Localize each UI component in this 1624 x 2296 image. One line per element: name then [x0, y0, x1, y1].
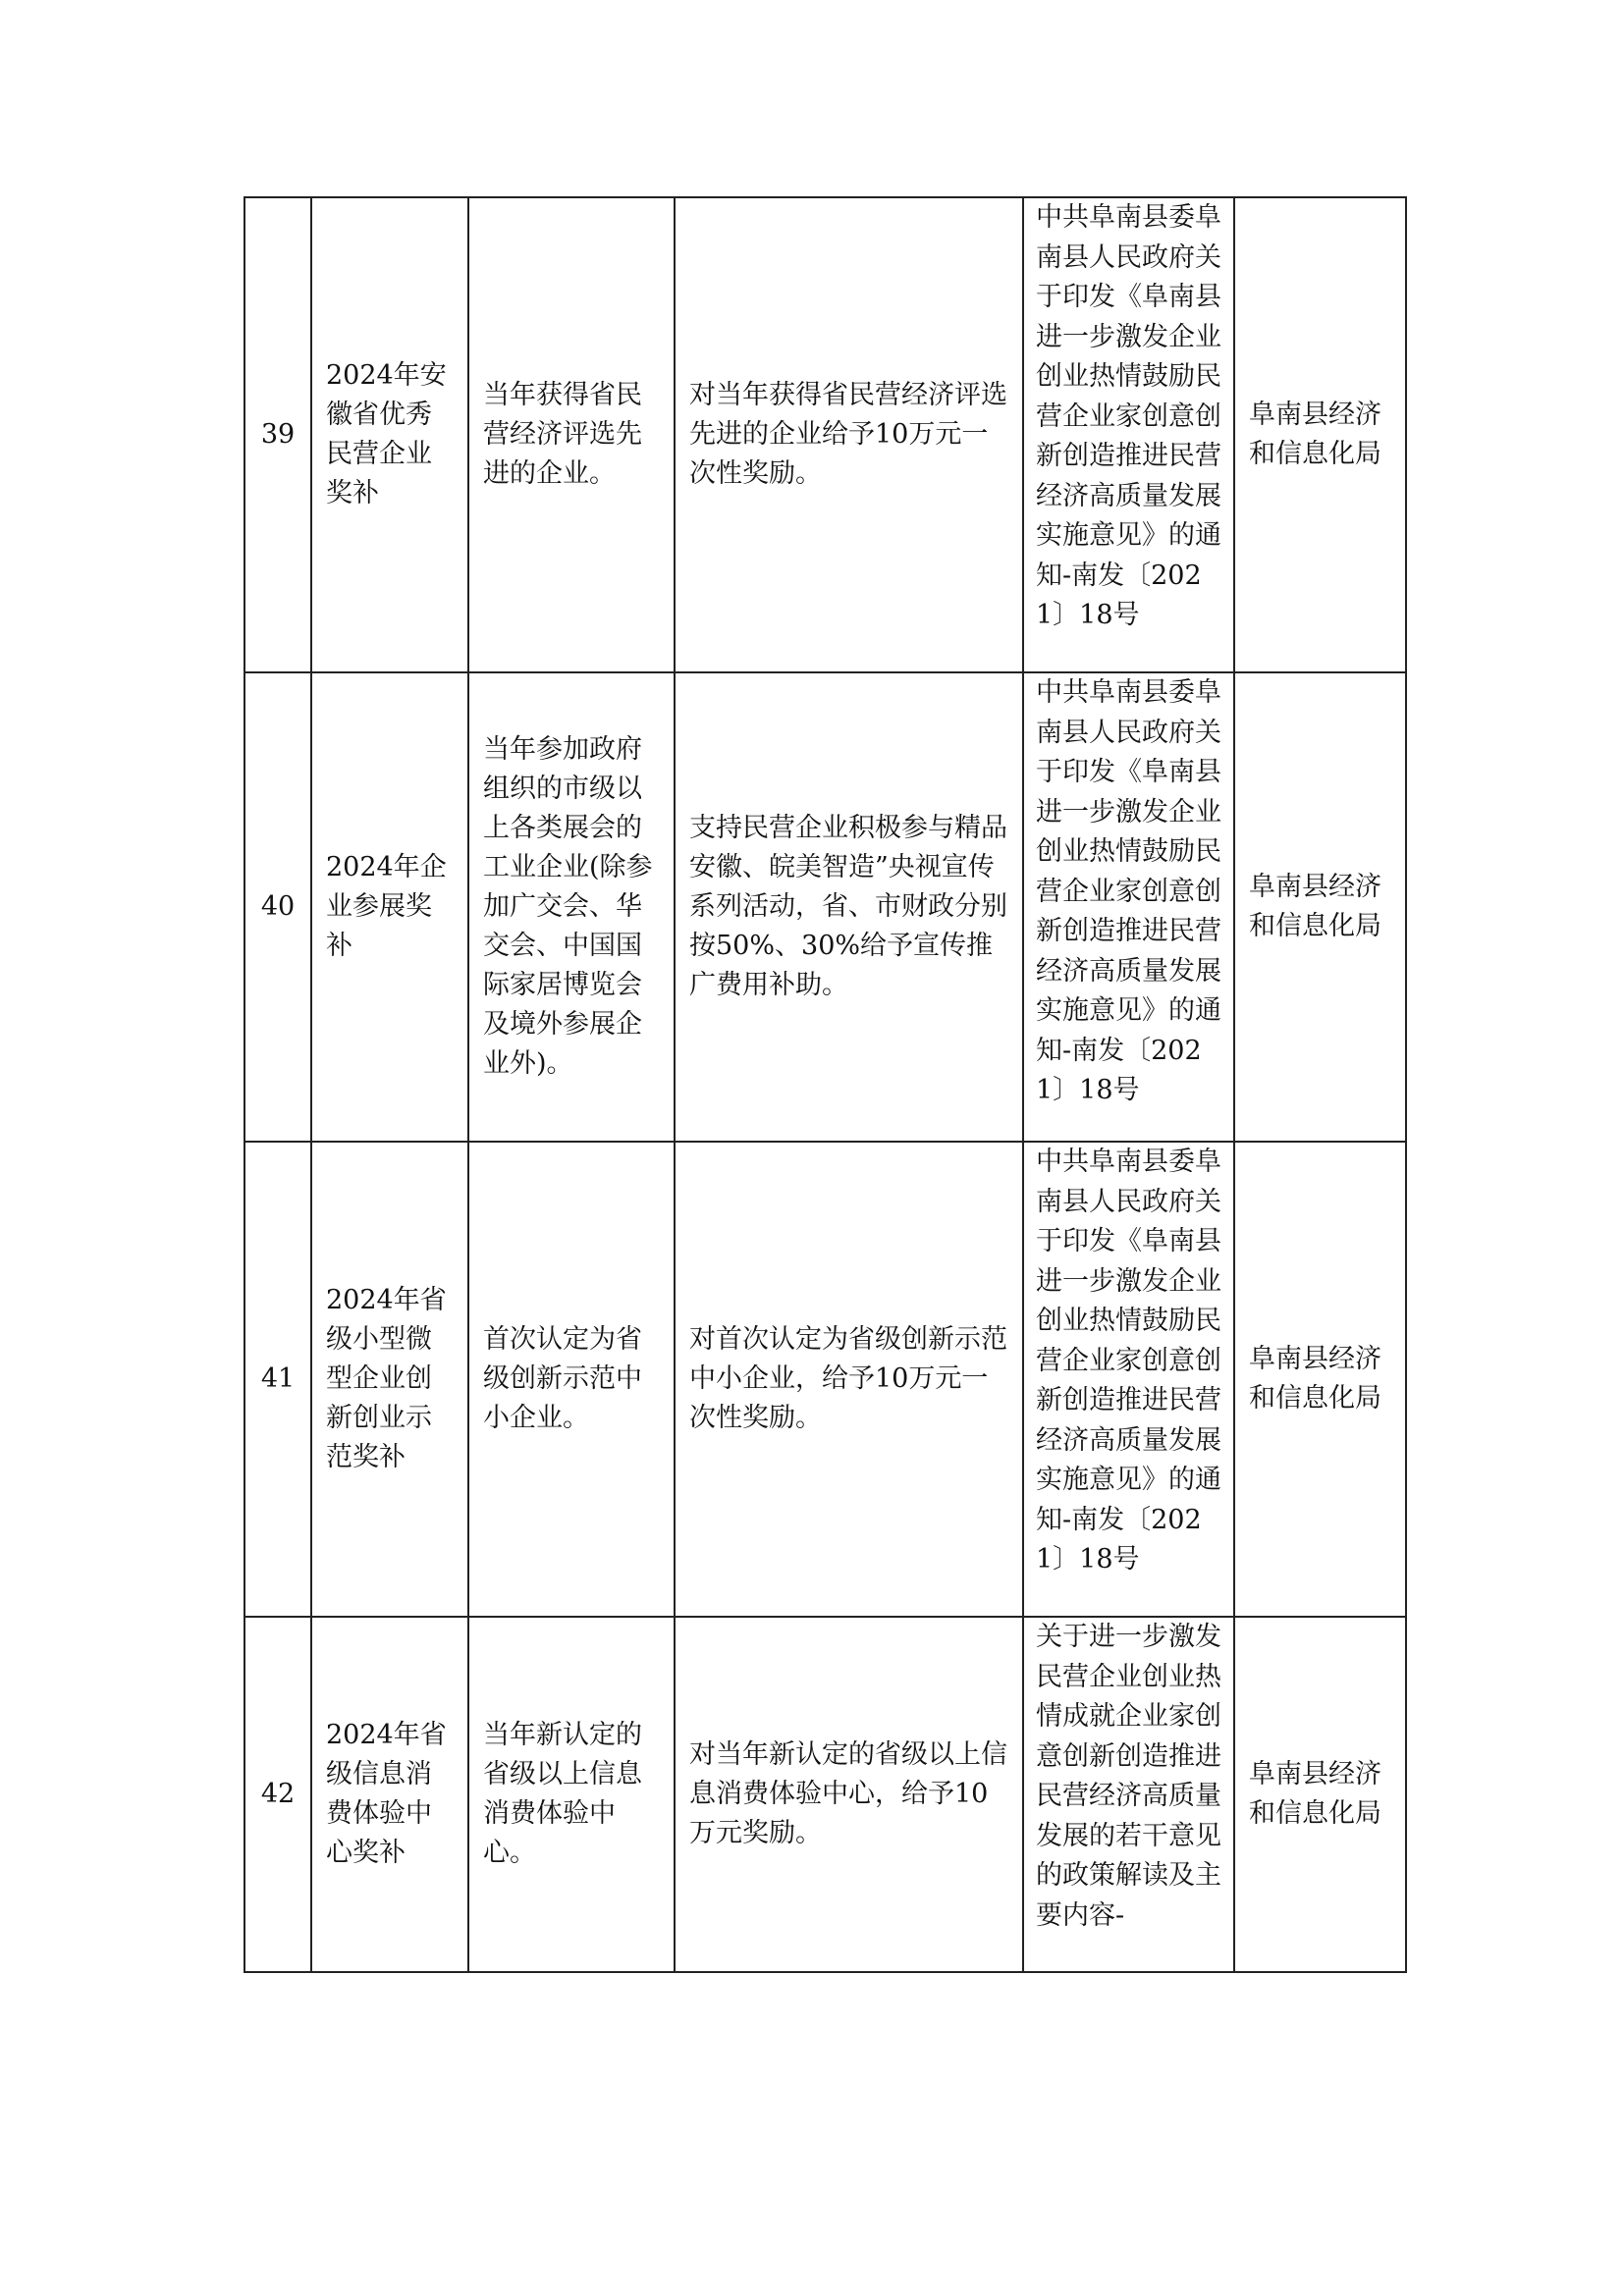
- responsible-department: 阜南县经济和信息化局: [1234, 1142, 1406, 1617]
- table-row: [244, 1617, 1406, 1972]
- eligibility-condition: 当年参加政府组织的市级以上各类展会的工业企业(除参加广交会、华交会、中国国际家居博览会及境外参展企业外)。: [468, 672, 675, 1142]
- row-number: 42: [244, 1617, 311, 1972]
- table-row: [244, 197, 1406, 672]
- subsidy-standard: 支持民营企业积极参与精品安徽、皖美智造”央视宣传系列活动，省、市财政分别按50%、30%给予宣传推广费用补助。: [675, 672, 1023, 1142]
- subsidy-standard: 对当年新认定的省级以上信息消费体验中心，给予10万元奖励。: [675, 1617, 1023, 1972]
- table-row: [244, 1142, 1406, 1617]
- eligibility-condition: 当年获得省民营经济评选先进的企业。: [468, 197, 675, 672]
- row-number: 39: [244, 197, 311, 672]
- policy-basis: 中共阜南县委阜南县人民政府关于印发《阜南县进一步激发企业创业热情鼓励民营企业家创意创新创造推进民营经济高质量发展实施意见》的通知-南发〔2021〕18号: [1023, 1142, 1234, 1617]
- policy-name: 2024年省级信息消费体验中心奖补: [311, 1617, 468, 1972]
- policy-table: [244, 196, 1407, 1973]
- policy-basis: 中共阜南县委阜南县人民政府关于印发《阜南县进一步激发企业创业热情鼓励民营企业家创意创新创造推进民营经济高质量发展实施意见》的通知-南发〔2021〕18号: [1023, 672, 1234, 1142]
- policy-name: 2024年省级小型微型企业创新创业示范奖补: [311, 1142, 468, 1617]
- responsible-department: 阜南县经济和信息化局: [1234, 197, 1406, 672]
- table-row: [244, 672, 1406, 1142]
- row-number: 41: [244, 1142, 311, 1617]
- responsible-department: 阜南县经济和信息化局: [1234, 1617, 1406, 1972]
- eligibility-condition: 当年新认定的省级以上信息消费体验中心。: [468, 1617, 675, 1972]
- subsidy-standard: 对当年获得省民营经济评选先进的企业给予10万元一次性奖励。: [675, 197, 1023, 672]
- subsidy-standard: 对首次认定为省级创新示范中小企业，给予10万元一次性奖励。: [675, 1142, 1023, 1617]
- policy-basis: 关于进一步激发民营企业创业热情成就企业家创意创新创造推进民营经济高质量发展的若干意见的政策解读及主要内容-: [1023, 1617, 1234, 1972]
- responsible-department: 阜南县经济和信息化局: [1234, 672, 1406, 1142]
- policy-name: 2024年安徽省优秀民营企业奖补: [311, 197, 468, 672]
- eligibility-condition: 首次认定为省级创新示范中小企业。: [468, 1142, 675, 1617]
- row-number: 40: [244, 672, 311, 1142]
- policy-basis: 中共阜南县委阜南县人民政府关于印发《阜南县进一步激发企业创业热情鼓励民营企业家创意创新创造推进民营经济高质量发展实施意见》的通知-南发〔2021〕18号: [1023, 197, 1234, 672]
- policy-name: 2024年企业参展奖补: [311, 672, 468, 1142]
